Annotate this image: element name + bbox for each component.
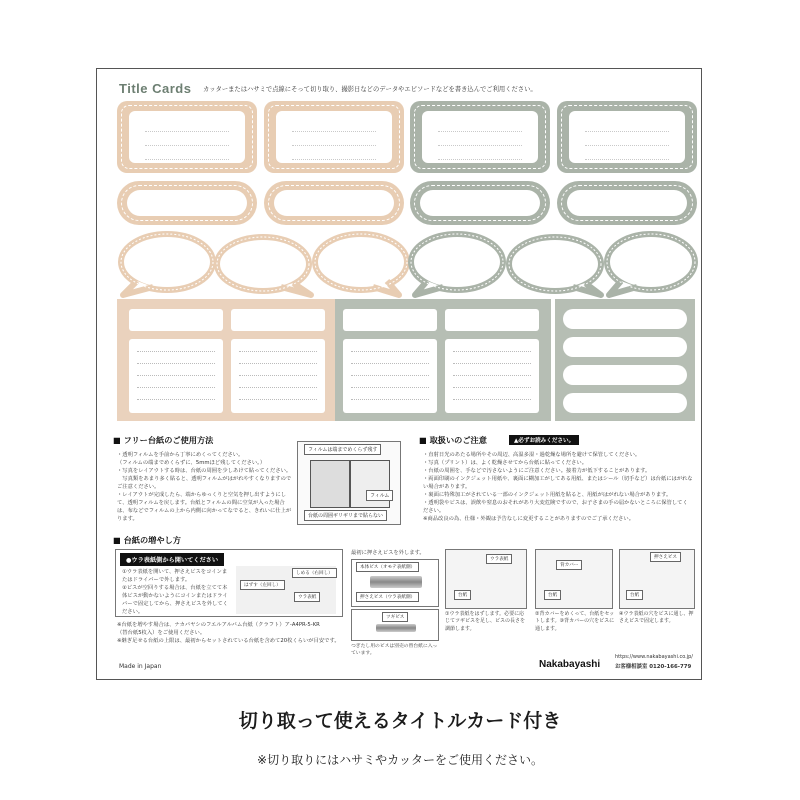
handling-line: ・裏面に特殊加工がされている一部のインクジェット用紙を貼ると、用紙がはがれない場合があります。 [423, 492, 672, 498]
step2-diagram [535, 549, 613, 609]
warning-tag: ▲必ずお読みください。 [509, 435, 579, 445]
handling-line: ※商品改良の為、仕様・外観は予告なしに変更することがありますのでご了承ください。 [423, 516, 635, 522]
panel-slot [343, 309, 437, 331]
handling-line: ・透明袋やビスは、誤飲や窒息のおそれがあり大変危険ですので、お子さまの手の届かないところに保管してください。 [423, 500, 688, 514]
bis-title: 最初に押さえビスを外します。 [351, 550, 425, 556]
photo-illustration [310, 460, 350, 508]
panel-slot [563, 365, 687, 385]
step2-label-2: 台紙 [544, 590, 561, 600]
step3-diagram [619, 549, 695, 609]
tan-panel [117, 299, 335, 421]
bis-diagram [351, 559, 439, 607]
title-card [264, 101, 404, 173]
made-in: Made in Japan [119, 663, 162, 670]
usage-text [117, 451, 295, 523]
handling-line: ・両面印刷のインクジェット用紙や、裏面に糊加工がしてある用紙、またはシール（切手など）は台紙にはがれない場合があります。 [423, 476, 693, 490]
pill-card [264, 181, 404, 225]
title-card [117, 101, 257, 173]
step1-text: ①ウラ表紙をはずします。必要に応じてツギビスを足し、ビスの長さを調節します。 [445, 611, 526, 632]
panel-slot [343, 339, 437, 413]
screw-icon [376, 624, 416, 632]
title-card [410, 101, 550, 173]
tsugi-note: つぎたし用のビスは別売の替台紙に入っています。 [351, 644, 438, 656]
label-ura: ウラ表紙 [294, 592, 320, 602]
speech-bubble [607, 234, 695, 295]
usage-diagram [297, 441, 401, 525]
panel-slot [445, 339, 539, 413]
refill-line: ②ビスが空回りする場合は、台紙を立てて本体ビスが動かないようにコインまたはドライバーで固定してから、押さえビスを外してください。 [122, 585, 228, 615]
usage-line: 写真類をあまり多く貼ると、透明フィルムがはがれやすくなりますのでご注意ください。 [117, 476, 292, 490]
grey-panel [335, 299, 551, 421]
refill-steps [122, 568, 232, 616]
brand-logo: Nakabayashi [539, 659, 601, 670]
speech-bubble [509, 237, 601, 295]
screw-icon [370, 576, 422, 588]
handling-title: ■ 取扱いのご注意 [419, 435, 487, 445]
usage-line: ・透明フィルムを手前から丁寧にめくってください。 [117, 452, 244, 458]
label-shimeru: しめる（右回し） [292, 568, 337, 578]
panel-slot [445, 309, 539, 331]
refill-note: ※台紙を増やす場合は、ナカバヤシのフエルアルバム台紙（クラフト）ア-A4PR-5-KR [117, 622, 320, 628]
panel-slot [563, 309, 687, 329]
diagram-label-side: フィルム [366, 490, 393, 501]
pill-card [117, 181, 257, 225]
step3-text: ④ウラ表紙の穴をビスに通し、押さえビスで固定します。 [619, 611, 694, 625]
tsugi-label: ツギビス [382, 612, 408, 622]
refill-box [115, 549, 343, 617]
album-sheet [96, 68, 702, 680]
panel-slot [563, 337, 687, 357]
usage-line: （フィルムの端までめくらずに、5mmほど残してください。） [117, 460, 266, 466]
panel-slot [563, 393, 687, 413]
step1-diagram [445, 549, 527, 609]
refill-title: ■ 台紙の増やし方 [113, 535, 181, 545]
refill-note: ※継ぎ足せる台紙の上限は、最初からセットされている台紙を含めて20枚くらいが目安です。 [117, 638, 340, 644]
title-card [557, 101, 697, 173]
grey-panel-strips [555, 299, 695, 421]
handling-line: ・直射日光のあたる場所やその周辺、高温多湿・過乾燥な場所を避けて保管してください。 [423, 452, 641, 458]
pill-card [410, 181, 550, 225]
footer-url: https://www.nakabayashi.co.jp/ [615, 654, 693, 660]
handling-text [423, 451, 693, 523]
diagram-label-top: フィルムは端までめくらず残す [304, 444, 381, 455]
speech-bubble-row [97, 229, 703, 299]
diagram-label-bottom: 台紙の周囲ギリギリまで貼らない [304, 510, 387, 521]
handling-line: ・写真（プリント）は、よく乾燥させてから台紙に貼ってください。 [423, 460, 587, 466]
sheet-subtitle: カッターまたはハサミで点線にそって切り取り、撮影日などのデータやエピソードなどを書き込んでご利用ください。 [203, 86, 537, 93]
speech-bubble [121, 234, 213, 295]
step1-label-1: ウラ表紙 [486, 554, 512, 564]
bis-label-2: 押さえビス（ウラ表紙側） [356, 592, 419, 602]
usage-line: ・レイアウトが完成したら、端からゆっくりと空気を押し出すようにして、透明フィルムを戻します。台紙とフィルムの間に空気が入った場合は、布などでフィルムの上から内側に向かってなでると、きれいに仕上がります。 [117, 492, 292, 522]
step2-label-1: 背カバー [556, 560, 582, 570]
usage-line: ・写真をレイアウトする時は、台紙の周囲を少しあけて貼ってください。 [117, 468, 292, 474]
panel-slot [129, 339, 223, 413]
refill-note: （替台紙5枚入）をご使用ください。 [117, 630, 206, 636]
refill-line: ①ウラ表紙を開いて、押さえビスをコインまたはドライバーで外します。 [122, 569, 228, 583]
caption-sub: ※切り取りにはハサミやカッターをご使用ください。 [257, 753, 543, 767]
pill-card [557, 181, 697, 225]
handling-line: ・台紙の周囲を、手などで汚さないようにご注意ください。接着力が低下することがあります。 [423, 468, 651, 474]
tsugi-diagram [351, 609, 439, 641]
bis-label-1: 本体ビス（オモテ表紙側） [356, 562, 419, 572]
step3-label-1: 押さえビス [650, 552, 681, 562]
step2-text: ②背カバーをめくって、台紙をセットします。③背カバーの穴をビスに通します。 [535, 611, 615, 632]
panel-slot [129, 309, 223, 331]
step3-label-2: 台紙 [626, 590, 643, 600]
usage-title: ■ フリー台紙のご使用方法 [113, 435, 214, 445]
panel-slot [231, 309, 325, 331]
caption-main: 切り取って使えるタイトルカード付き [238, 710, 562, 732]
refill-notes [117, 621, 357, 645]
panel-slot [231, 339, 325, 413]
step1-label-2: 台紙 [454, 590, 471, 600]
label-hazusu: はずす（左回し） [240, 580, 285, 590]
footer-phone: お客様相談室 0120-166-779 [615, 664, 692, 670]
speech-bubble [315, 234, 407, 295]
sheet-title: Title Cards [119, 81, 192, 96]
refill-tag: ●ウラ表紙側から開いてください [120, 553, 224, 566]
speech-bubble [411, 234, 503, 295]
